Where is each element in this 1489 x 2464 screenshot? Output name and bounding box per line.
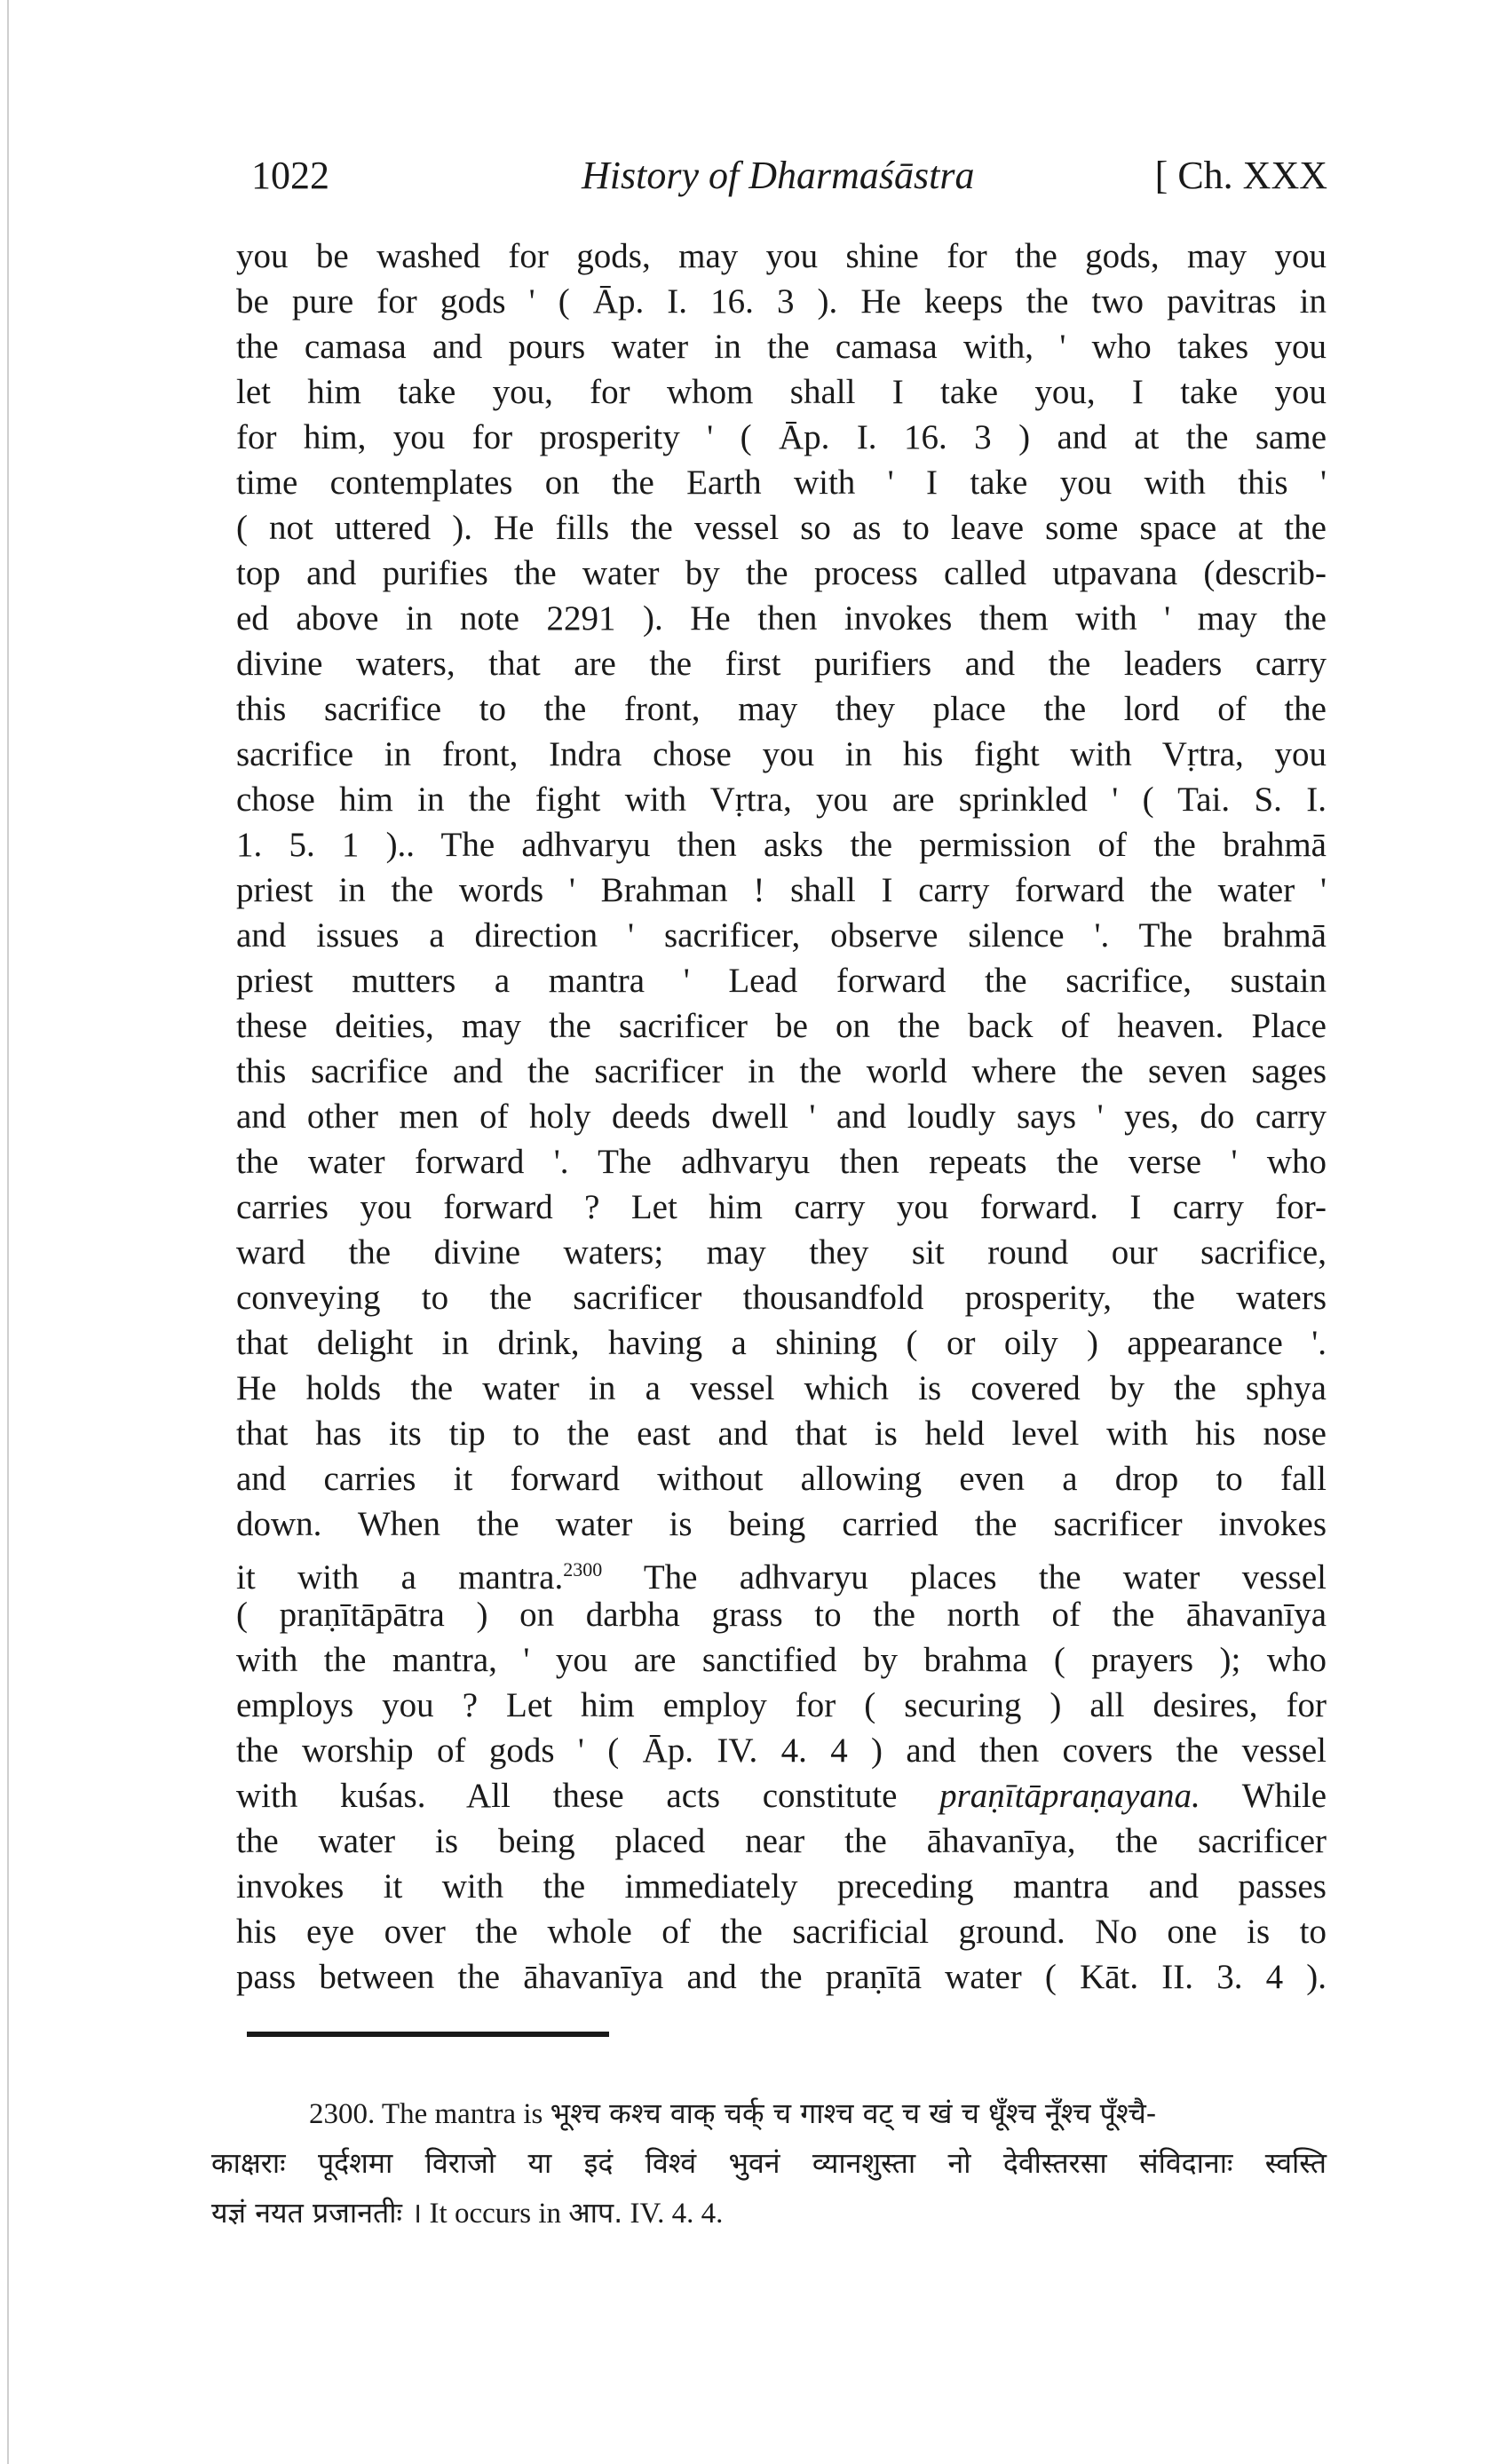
text-line: be pure for gods ' ( Āp. I. 16. 3 ). He keeps the two pavitras in bbox=[236, 282, 1327, 321]
text-line: divine waters, that are the first purifiers and the leaders carry bbox=[236, 645, 1327, 683]
text-line: the water is being placed near the āhavanīya, the sacrificer bbox=[236, 1822, 1327, 1860]
text-line: ( praṇītāpātra ) on darbha grass to the north of the āhavanīya bbox=[236, 1596, 1327, 1634]
footnote-sanskrit: भूश्च कश्च वाक् चर्क् च गाश्च वट् च खं च धूँश्च नूँश्च पूँश्चै- bbox=[550, 2096, 1157, 2130]
text-line-with-footnote bbox=[236, 1547, 1327, 1596]
running-title: History of Dharmaśāstra bbox=[582, 154, 975, 197]
text-line: He holds the water in a vessel which is covered by the sphya bbox=[236, 1369, 1327, 1407]
footnote-line bbox=[211, 2188, 1327, 2238]
footnote-sanskrit: यज्ञं नयत प्रजानतीः । bbox=[211, 2196, 423, 2230]
text-line: time contemplates on the Earth with ' I take you with this ' bbox=[236, 463, 1327, 502]
italic-term: praṇītāpraṇayana. bbox=[939, 1777, 1200, 1815]
footnote-line bbox=[211, 2088, 1327, 2138]
footnote-intro: The mantra is bbox=[381, 2098, 543, 2130]
line-text: While bbox=[1241, 1777, 1327, 1815]
text-line: with the mantra, ' you are sanctified by brahma ( prayers ); who bbox=[236, 1641, 1327, 1679]
text-line: the worship of gods ' ( Āp. IV. 4. 4 ) and then covers the vessel bbox=[236, 1731, 1327, 1770]
text-line: this sacrifice and the sacrificer in the world where the seven sages bbox=[236, 1052, 1327, 1090]
body-text bbox=[236, 234, 1327, 1996]
footnote-sanskrit: काक्षराः पूर्दशमा विराजो या इदं विश्वं भुवनं व्यानशुस्ता नो देवीस्तरसा संविदानाः स्वस्ति bbox=[211, 2146, 1327, 2180]
text-line: that has its tip to the east and that is held level with his nose bbox=[236, 1414, 1327, 1453]
text-line: these deities, may the sacrificer be on the back of heaven. Place bbox=[236, 1007, 1327, 1045]
line-text: with kuśas. All these acts constitute bbox=[236, 1777, 898, 1815]
text-line-with-term bbox=[236, 1773, 1327, 1819]
page-number: 1022 bbox=[251, 154, 329, 197]
text-line: and other men of holy deeds dwell ' and loudly says ' yes, do carry bbox=[236, 1097, 1327, 1136]
text-line: top and purifies the water by the process called utpavana (describ- bbox=[236, 554, 1327, 592]
text-line: the camasa and pours water in the camasa with, ' who takes you bbox=[236, 328, 1327, 366]
text-line: let him take you, for whom shall I take you, I take you bbox=[236, 373, 1327, 411]
footnote-tail: It occurs in bbox=[429, 2198, 561, 2230]
binding-edge-line bbox=[7, 0, 9, 2464]
line-text: The adhvaryu places the water vessel bbox=[643, 1558, 1327, 1596]
footnote-marker: 2300 bbox=[563, 1558, 603, 1581]
text-line: ( not uttered ). He fills the vessel so as to leave some space at the bbox=[236, 509, 1327, 547]
text-line: and carries it forward without allowing even a drop to fall bbox=[236, 1460, 1327, 1498]
text-line: and issues a direction ' sacrificer, observe silence '. The brahmā bbox=[236, 916, 1327, 955]
text-line: chose him in the fight with Vṛtra, you are sprinkled ' ( Tai. S. I. bbox=[236, 780, 1327, 819]
text-line: you be washed for gods, may you shine for the gods, may you bbox=[236, 237, 1327, 275]
text-line: his eye over the whole of the sacrificial ground. No one is to bbox=[236, 1913, 1327, 1951]
text-line: for him, you for prosperity ' ( Āp. I. 16. 3 ) and at the same bbox=[236, 418, 1327, 456]
page-header bbox=[251, 153, 1327, 206]
text-line: the water forward '. The adhvaryu then repeats the verse ' who bbox=[236, 1143, 1327, 1181]
footnote-ref: IV. 4. 4. bbox=[630, 2198, 724, 2230]
text-line: sacrifice in front, Indra chose you in his fight with Vṛtra, you bbox=[236, 735, 1327, 773]
text-line: priest in the words ' Brahman ! shall I carry forward the water ' bbox=[236, 871, 1327, 909]
text-line: conveying to the sacrificer thousandfold prosperity, the waters bbox=[236, 1279, 1327, 1317]
text-line: pass between the āhavanīya and the praṇītā water ( Kāt. II. 3. 4 ). bbox=[236, 1958, 1327, 1996]
text-line: ward the divine waters; may they sit round our sacrifice, bbox=[236, 1233, 1327, 1272]
text-line: invokes it with the immediately preceding mantra and passes bbox=[236, 1867, 1327, 1905]
text-line: that delight in drink, having a shining ( or oily ) appearance '. bbox=[236, 1324, 1327, 1362]
text-line: carries you forward ? Let him carry you forward. I carry for- bbox=[236, 1188, 1327, 1226]
text-line: this sacrifice to the front, may they place the lord of the bbox=[236, 690, 1327, 728]
text-line: employs you ? Let him employ for ( securing ) all desires, for bbox=[236, 1686, 1327, 1724]
text-line: 1. 5. 1 ).. The adhvaryu then asks the permission of the brahmā bbox=[236, 826, 1327, 864]
text-line: down. When the water is being carried the sacrificer invokes bbox=[236, 1505, 1327, 1543]
footnote-rule bbox=[247, 2032, 609, 2037]
footnote-number: 2300. bbox=[309, 2098, 376, 2130]
footnote-2300 bbox=[211, 2088, 1327, 2238]
footnote-source: आप. bbox=[568, 2196, 623, 2230]
text-line: ed above in note 2291 ). He then invokes them with ' may the bbox=[236, 599, 1327, 638]
chapter-reference: [ Ch. XXX bbox=[1154, 154, 1327, 197]
text-line: priest mutters a mantra ' Lead forward the sacrifice, sustain bbox=[236, 962, 1327, 1000]
line-text: it with a mantra. bbox=[236, 1558, 564, 1596]
